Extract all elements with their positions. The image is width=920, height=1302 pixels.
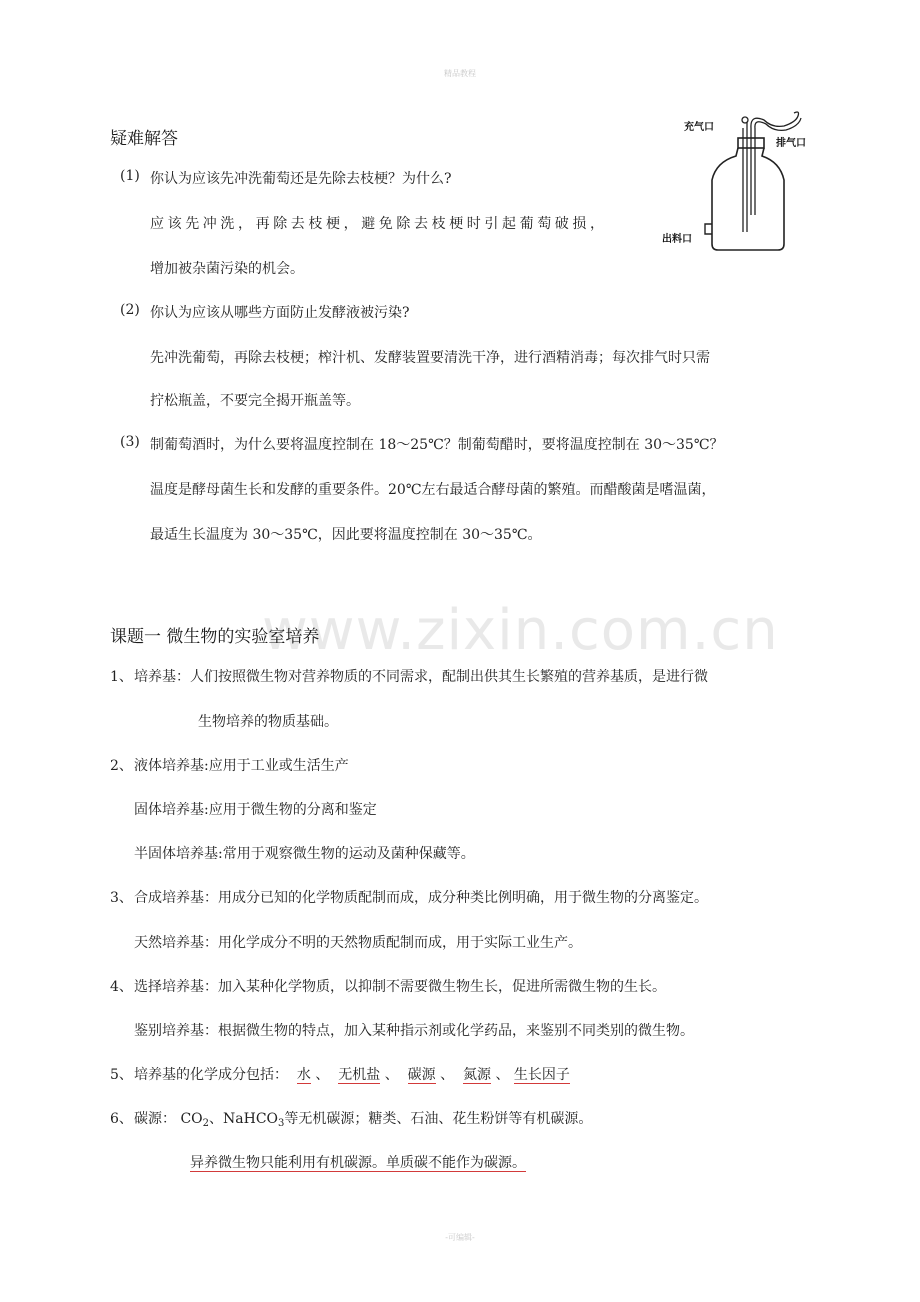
question-number: (1)	[120, 168, 140, 184]
item-text: 等无机碳源；糖类、石油、花生粉饼等有机碳源。	[284, 1111, 593, 1127]
page-footer: -可编辑-	[445, 1233, 475, 1242]
item-text: 选择培养基：加入某种化学物质，以抑制不需要微生物生长，促进所需微生物的生长。	[134, 979, 666, 995]
item-text: 合成培养基：用成分已知的化学物质配制而成，成分种类比例明确，用于微生物的分离鉴定。	[134, 890, 708, 906]
note-line	[190, 1152, 526, 1172]
item-number: 1、	[110, 669, 133, 685]
question-number: (2)	[120, 302, 140, 318]
component-carbon-source: 碳源	[407, 1067, 436, 1083]
question-text: 你认为应该先冲洗葡萄还是先除去枝梗？为什么?	[150, 171, 452, 187]
question-text: 你认为应该从哪些方面防止发酵液被污染?	[150, 305, 410, 321]
answer-line: 拧松瓶盖，不要完全揭开瓶盖等。	[150, 393, 360, 409]
answer-line: 先冲洗葡萄，再除去枝梗；榨汁机、发酵装置要清洗干净，进行酒精消毒；每次排气时只需	[150, 350, 710, 366]
answer-line: 增加被杂菌污染的机会。	[150, 261, 304, 277]
item-text: 鉴别培养基：根据微生物的特点，加入某种指示剂或化学药品，来鉴别不同类别的微生物。	[134, 1023, 694, 1039]
question-number: (3)	[120, 434, 140, 450]
formula-nahco3: 、NaHCO	[209, 1111, 279, 1127]
section-title: 疑难解答	[110, 129, 178, 149]
outlet-spout	[705, 224, 712, 234]
page-header: 精品教程	[444, 69, 476, 78]
component-inorganic-salt: 无机盐	[338, 1067, 381, 1083]
item-number: 5、	[110, 1067, 133, 1083]
separator: 、	[440, 1067, 455, 1083]
item-text: 固体培养基:应用于微生物的分离和鉴定	[134, 802, 377, 818]
item-text: 半固体培养基:常用于观察微生物的运动及菌种保藏等。	[134, 846, 475, 862]
bottle-tubes	[742, 112, 801, 232]
item-number: 2、	[110, 758, 133, 774]
separator: 、	[384, 1067, 399, 1083]
section-title: 课题一 微生物的实验室培养	[110, 627, 320, 647]
component-growth-factor: 生长因子	[513, 1067, 570, 1083]
label-outlet: 出料口	[662, 234, 692, 245]
label-exhaust: 排气口	[776, 138, 806, 149]
answer-line: 温度是酵母菌生长和发酵的重要条件。20℃左右最适合酵母菌的繁殖。而醋酸菌是嗜温菌，	[150, 482, 716, 498]
label-intake: 充气口	[684, 122, 714, 133]
item-number: 3、	[110, 890, 133, 906]
item-text: 生物培养的物质基础。	[198, 714, 338, 730]
item-number: 6、	[110, 1111, 133, 1127]
subscript: 2	[202, 1118, 210, 1129]
answer-line: 最适生长温度为 30～35℃，因此要将温度控制在 30～35℃。	[150, 527, 542, 543]
item-text: 液体培养基:应用于工业或生活生产	[134, 758, 349, 774]
item-text: 培养基：人们按照微生物对营养物质的不同需求，配制出供其生长繁殖的营养基质，是进行微	[134, 669, 708, 685]
separator: 、	[315, 1067, 330, 1083]
component-water: 水	[296, 1067, 311, 1083]
item-label: 碳源：	[134, 1111, 176, 1127]
component-nitrogen-source: 氮源	[462, 1067, 491, 1083]
separator: 、	[495, 1067, 510, 1083]
medium-components-line	[134, 1064, 570, 1084]
formula-co2: CO	[180, 1111, 203, 1127]
item-text: 天然培养基：用化学成分不明的天然物质配制而成，用于实际工业生产。	[134, 935, 582, 951]
bottle-outline	[712, 138, 784, 250]
item-text: 培养基的化学成分包括：	[134, 1067, 288, 1083]
carbon-source-line	[134, 1108, 592, 1128]
item-number: 4、	[110, 979, 133, 995]
watermark: www.zixin.com.cn	[262, 598, 779, 663]
fermentation-bottle-diagram	[650, 110, 812, 260]
subscript: 3	[278, 1118, 285, 1129]
note-text: 异养微生物只能利用有机碳源。单质碳不能作为碳源。	[190, 1155, 526, 1171]
question-text: 制葡萄酒时，为什么要将温度控制在 18～25℃？制葡萄醋时，要将温度控制在 30～35℃？	[150, 437, 724, 453]
answer-line: 应该先冲洗，再除去枝梗，避免除去枝梗时引起葡萄破损，	[150, 216, 608, 232]
